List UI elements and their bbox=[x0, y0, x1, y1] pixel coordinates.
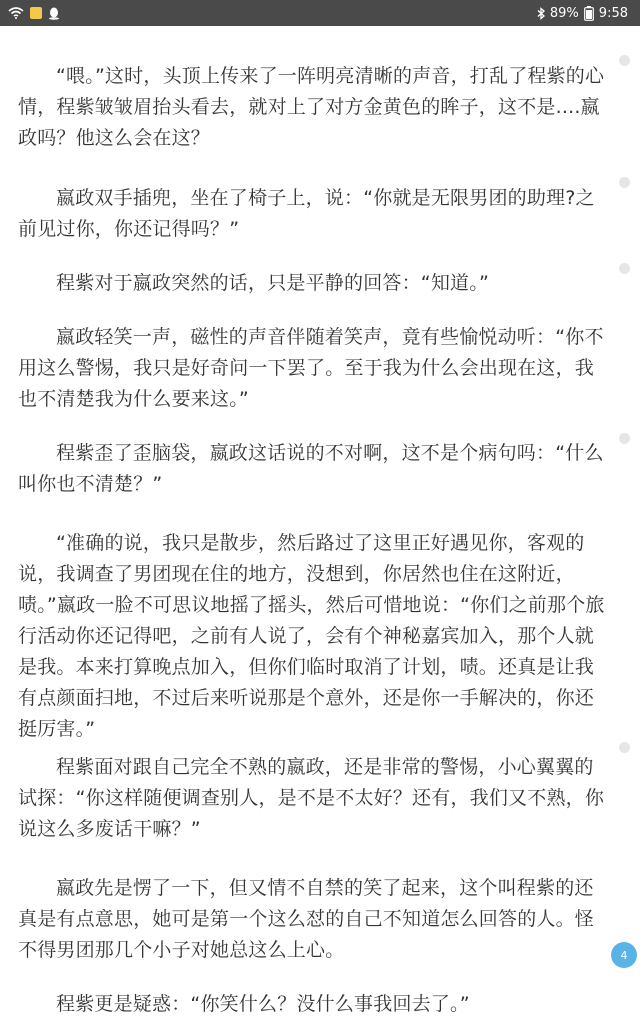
paragraph: 嬴政轻笑一声，磁性的声音伴随着笑声，竟有些愉悦动听：“你不用这么警惕，我只是好奇问一下罢了。至于我为什么会出现在这，我也不清楚我为什么要来这。” bbox=[18, 326, 604, 410]
status-right bbox=[537, 6, 640, 21]
scroll-indicator-dot bbox=[619, 742, 630, 753]
scroll-indicator-dot bbox=[619, 177, 630, 188]
paragraph: 程紫歪了歪脑袋，嬴政这话说的不对啊，这不是个病句吗：“什么叫你也不清楚？” bbox=[18, 442, 604, 495]
status-bar bbox=[0, 0, 640, 26]
wifi-icon bbox=[8, 7, 24, 19]
paragraph: “喂。”这时，头顶上传来了一阵明亮清晰的声音，打乱了程紫的心情，程紫皱皱眉抬头看去，就对上了对方金黄色的眸子，这不是....嬴政吗？他这么会在这？ bbox=[18, 65, 605, 149]
qq-icon bbox=[48, 7, 60, 20]
page-number-badge[interactable]: 4 bbox=[611, 942, 637, 968]
scroll-indicator-dot bbox=[619, 55, 630, 66]
app-notification-icon bbox=[30, 7, 42, 19]
bluetooth-icon bbox=[537, 7, 545, 20]
paragraph: 嬴政先是愣了一下，但又情不自禁的笑了起来，这个叫程紫的还真是有点意思，她可是第一个这么怼的自己不知道怎么回答的人。怪不得男团那几个小子对她总这么上心。 bbox=[18, 877, 595, 961]
paragraph: 嬴政双手插兜，坐在了椅子上，说：“你就是无限男团的助理?之前见过你，你还记得吗？” bbox=[18, 187, 595, 240]
scroll-indicator-dot bbox=[619, 433, 630, 444]
paragraph: “准确的说，我只是散步，然后路过了这里正好遇见你，客观的说，我调查了男团现在住的地方，没想到，你居然也住在这附近，啧。”嬴政一脸不可思议地摇了摇头，然后可惜地说：“你们之前那个旅行活动你还记得吧，之前有人说了，会有个神秘嘉宾加入，那个人就是我。本来打算晚点加入，但你们临时取消了计划，啧。还真是让我有点颜面扫地，不过后来听说那是个意外，还是你一手解决的，你还挺厉害。” bbox=[18, 532, 605, 740]
clock: 9:58 bbox=[598, 5, 628, 21]
status-left bbox=[0, 7, 60, 20]
paragraph: 程紫更是疑惑：“你笑什么？没什么事我回去了。” bbox=[56, 993, 470, 1015]
battery-percent: 89% bbox=[549, 5, 579, 21]
battery-icon bbox=[584, 6, 594, 21]
scroll-indicator-dot bbox=[619, 263, 630, 274]
paragraph: 程紫对于嬴政突然的话，只是平静的回答：“知道。” bbox=[56, 272, 489, 294]
paragraph: 程紫面对跟自己完全不熟的嬴政，还是非常的警惕，小心翼翼的试探：“你这样随便调查别人，是不是不太好？还有，我们又不熟，你说这么多废话干嘛？” bbox=[18, 756, 605, 840]
